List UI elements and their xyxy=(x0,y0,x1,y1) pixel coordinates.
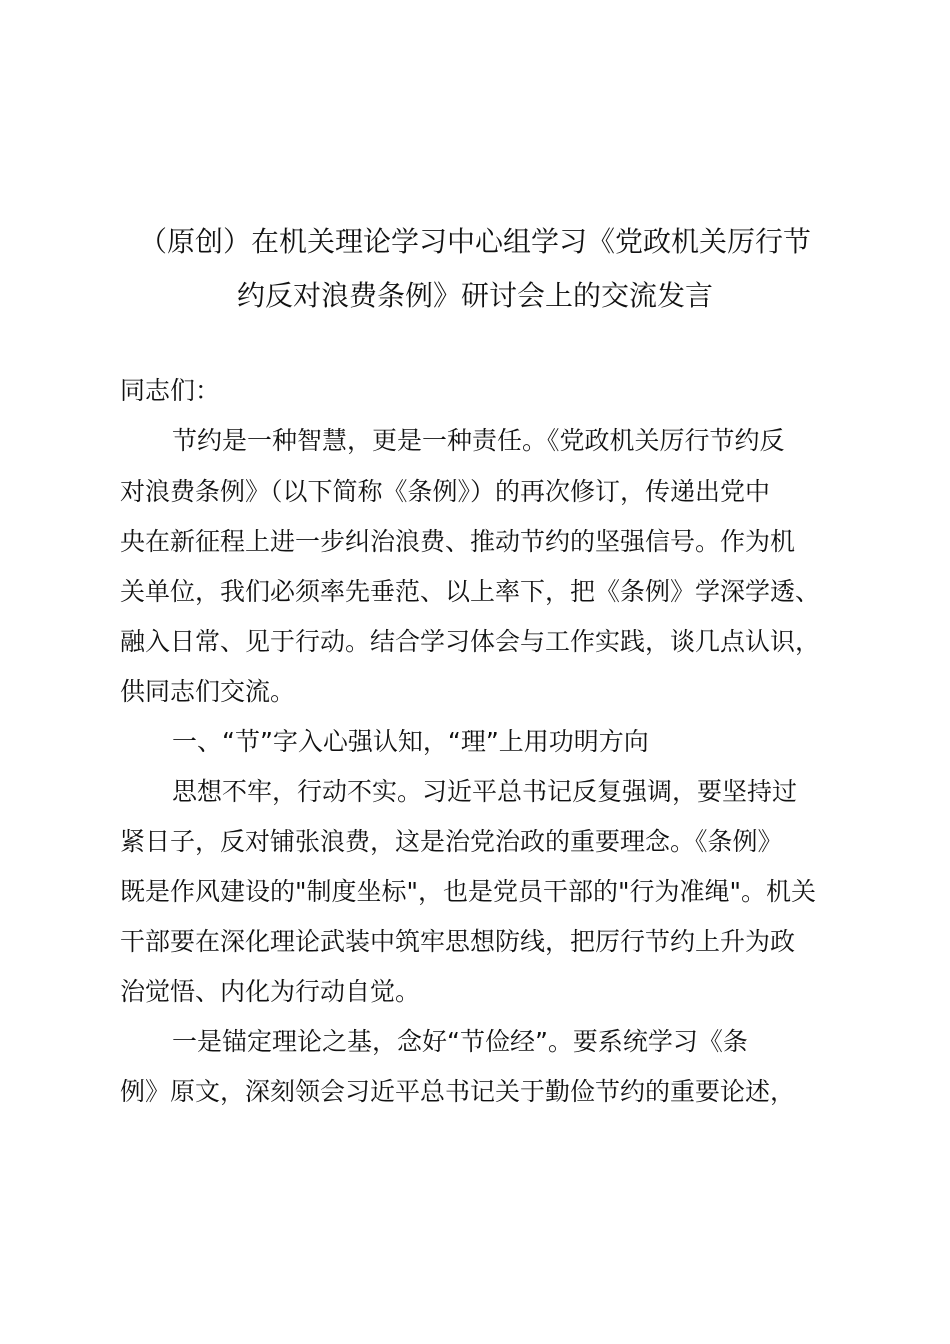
body-line: 治觉悟、内化为行动自觉。 xyxy=(120,977,421,1006)
body-line: 思想不牢，行动不实。习近平总书记反复强调，要坚持过 xyxy=(172,777,798,806)
salutation: 同志们： xyxy=(120,376,221,405)
body-line: 关单位，我们必须率先垂范、以上率下，把《条例》学深学透、 xyxy=(120,577,821,606)
document-title-line-1: （原创）在机关理论学习中心组学习《党政机关厉行节 xyxy=(138,225,811,258)
body-line: 融入日常、见于行动。结合学习体会与工作实践，谈几点认识， xyxy=(120,627,821,656)
section-heading: 一、“节”字入心强认知，“理”上用功明方向 xyxy=(172,727,649,756)
document-title-line-2: 约反对浪费条例》研讨会上的交流发言 xyxy=(236,279,713,312)
body-line: 供同志们交流。 xyxy=(120,677,296,706)
body-line: 对浪费条例》（以下简称《条例》）的再次修订，传递出党中 xyxy=(120,477,771,506)
body-line: 干部要在深化理论武装中筑牢思想防线，把厉行节约上升为政 xyxy=(120,927,796,956)
body-line: 一是锚定理论之基，念好“节俭经”。要系统学习《条 xyxy=(172,1027,748,1056)
body-line: 既是作风建设的"制度坐标"，也是党员干部的"行为准绳"。机关 xyxy=(120,877,816,906)
body-line: 央在新征程上进一步纠治浪费、推动节约的坚强信号。作为机 xyxy=(120,527,796,556)
body-line: 节约是一种智慧，更是一种责任。《党政机关厉行节约反 xyxy=(172,426,785,455)
body-line: 紧日子，反对铺张浪费，这是治党治政的重要理念。《条例》 xyxy=(120,827,783,856)
body-line: 例》原文，深刻领会习近平总书记关于勤俭节约的重要论述， xyxy=(120,1077,796,1106)
